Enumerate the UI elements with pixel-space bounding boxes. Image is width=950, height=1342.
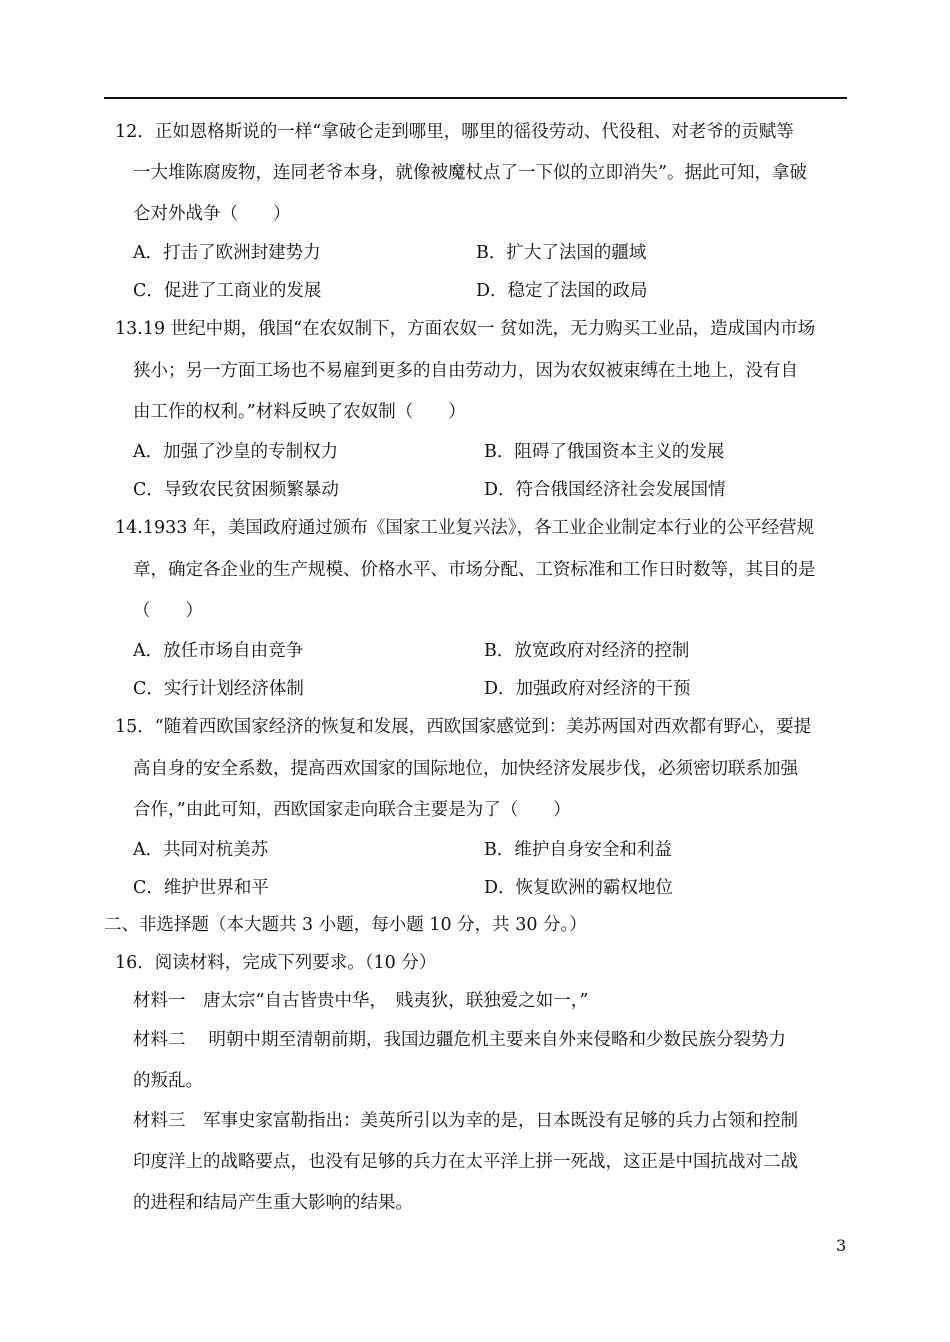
q16-material-2-line-2: 的叛乱。 <box>133 1071 203 1091</box>
q16-material-3-line-1: 材料三 军事史家富勒指出：美英所引以为幸的是，日本既没有足够的兵力占领和控制 <box>133 1111 798 1131</box>
q16-material-3-line-2: 印度洋上的战略要点，也没有足够的兵力在太平洋上拼一死战，这正是中国抗战对二战 <box>133 1152 798 1172</box>
q13-option-b: B．阻碍了俄国资本主义的发展 <box>484 442 725 462</box>
q15-stem-line-1: 15．“随着西欧国家经济的恢复和发展，西欧国家感觉到：美苏两国对西欢都有野心，要提 <box>115 717 812 737</box>
q14-option-d: D．加强政府对经济的干预 <box>484 679 691 699</box>
q16-material-2-line-1: 材料二 明朝中期至清朝前期，我国边疆危机主要来自外来侵略和少数民族分裂势力 <box>133 1030 787 1050</box>
header-rule <box>104 97 847 99</box>
q12-stem-line-1: 12．正如恩格斯说的一样“拿破仑走到哪里，哪里的徭役劳动、代役租、对老爷的贡赋等 <box>115 122 794 142</box>
q16-material-3-line-3: 的进程和结局产生重大影响的结果。 <box>133 1193 413 1213</box>
q12-option-c: C．促进了工商业的发展 <box>133 281 322 301</box>
q12-stem-line-3: 仑对外战争（ ） <box>133 204 291 224</box>
q14-stem-line-1: 14.1933 年，美国政府通过颁布《国家工业复兴法》，各工业企业制定本行业的公平经营规 <box>115 518 815 538</box>
q12-option-d: D．稳定了法国的政局 <box>476 281 648 301</box>
q13-stem-line-2: 狭小；另一方面工场也不易雇到更多的自由劳动力，因为农奴被束缚在土地上，没有自 <box>133 361 798 381</box>
q15-option-c: C．维护世界和平 <box>133 878 269 898</box>
q12-option-b: B．扩大了法国的疆域 <box>476 243 647 263</box>
q16-material-1: 材料一 唐太宗“自古皆贵中华， 贱夷狄，联独爱之如一，” <box>133 991 589 1011</box>
q13-stem-line-1: 13.19 世纪中期，俄国“在农奴制下，方面农奴一 贫如洗，无力购买工业品，造成国内市场 <box>115 319 816 339</box>
q13-option-a: A．加强了沙皇的专制权力 <box>133 442 339 462</box>
q15-stem-line-3: 合作，”由此可知，西欧国家走向联合主要是为了（ ） <box>133 800 571 820</box>
q12-option-a: A．打击了欧洲封建势力 <box>133 243 321 263</box>
section-title: 二、非选择题（本大题共 3 小题，每小题 10 分，共 30 分。） <box>104 915 587 935</box>
q13-option-d: D．符合俄国经济社会发展国情 <box>484 480 726 500</box>
q14-option-c: C．实行计划经济体制 <box>133 679 304 699</box>
q15-option-d: D．恢复欧洲的霸权地位 <box>484 878 674 898</box>
q15-option-a: A．共同对杭美苏 <box>133 840 269 860</box>
q15-stem-line-2: 高自身的安全系数，提高西欢国家的国际地位，加快经济发展步伐，必须密切联系加强 <box>133 759 798 779</box>
q14-stem-line-2: 章，确定各企业的生产规模、价格水平、市场分配、工资标准和工作日时数等，其目的是 <box>133 560 816 580</box>
q14-stem-line-3: （ ） <box>133 601 203 621</box>
page-number: 3 <box>836 1236 847 1255</box>
q16-title: 16．阅读材料，完成下列要求。（10 分） <box>115 953 437 973</box>
q14-option-b: B．放宽政府对经济的控制 <box>484 641 690 661</box>
q15-option-b: B．维护自身安全和利益 <box>484 840 672 860</box>
q14-option-a: A．放任市场自由竞争 <box>133 641 304 661</box>
q12-stem-line-2: 一大堆陈腐废物，连同老爷本身，就像被魔杖点了一下似的立即消失”。据此可知，拿破 <box>133 163 807 183</box>
q13-option-c: C．导致农民贫困频繁暴动 <box>133 480 339 500</box>
q13-stem-line-3: 由工作的权利。”材料反映了农奴制（ ） <box>133 402 466 422</box>
